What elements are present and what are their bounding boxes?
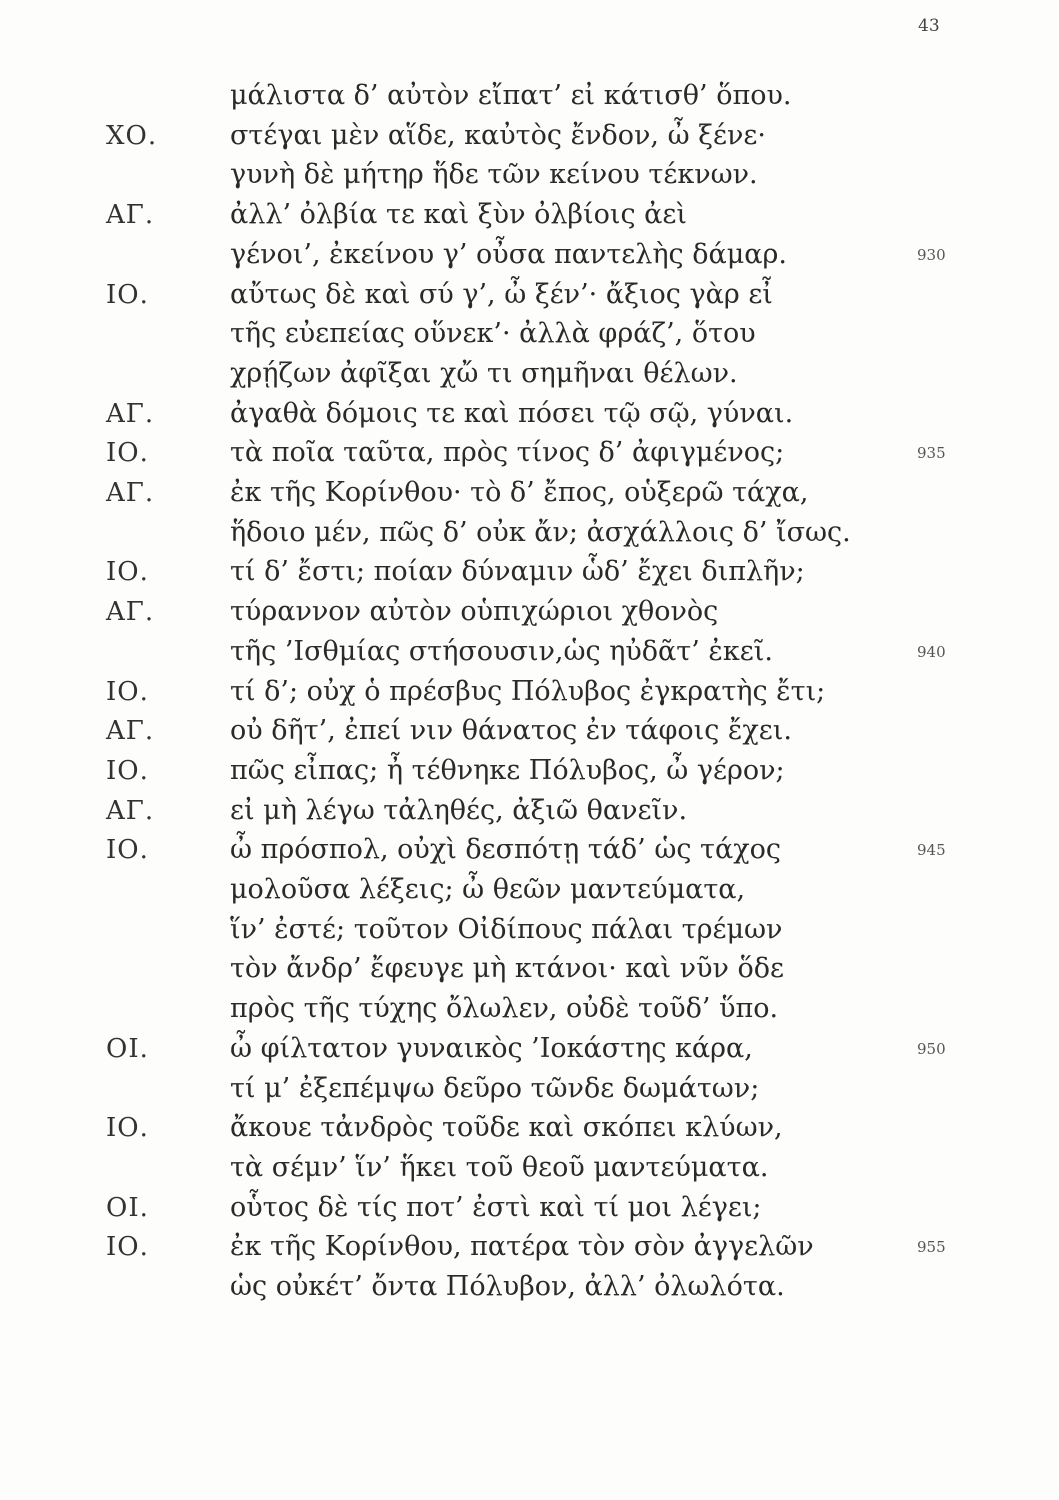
speaker-label: ΙΟ. [106,1113,149,1144]
verse-text: τὰ ποῖα ταῦτα, πρὸς τίνος δ’ ἀφιγμένος; [230,437,785,469]
speaker-label: ΙΟ. [106,835,149,866]
verse-line [0,195,1059,235]
speaker-label: ΙΟ. [106,557,149,588]
speaker-label: ΙΟ. [106,676,149,707]
speaker-label: ΙΟ. [106,755,149,786]
speaker-label: ΙΟ. [106,1232,149,1263]
verse-line [0,592,1059,632]
verse-line [0,711,1059,751]
verse-line [0,1108,1059,1148]
verse-text: ἐκ τῆς Κορίνθου, πατέρα τὸν σὸν ἀγγελῶν [230,1231,814,1263]
verse-line [0,433,1059,473]
verse-line [0,394,1059,434]
line-number: 930 [917,245,946,264]
verse-text: τῆς ’Ισθμίας στήσουσιν,ὡς ηὐδᾶτ’ ἐκεῖ. [230,635,773,667]
verse-text: ἀγαθὰ δόμοις τε καὶ πόσει τῷ σῷ, γύναι. [230,397,794,429]
verse-text: ἄκουε τἀνδρὸς τοῦδε καὶ σκόπει κλύων, [230,1112,783,1144]
verse-text: ὦ φίλτατον γυναικὸς ’Ιοκάστης κάρα, [230,1032,753,1064]
verse-line [0,1267,1059,1307]
verse-text: τί δ’ ἔστι; ποίαν δύναμιν ὧδ’ ἔχει διπλῆν; [230,556,805,588]
verse-text: πῶς εἶπας; ἦ τέθνηκε Πόλυβος, ὦ γέρον; [230,754,785,786]
verse-line [0,1069,1059,1109]
speaker-label: ΙΟ. [106,279,149,310]
verse-text: οὗτος δὲ τίς ποτ’ ἐστὶ καὶ τί μοι λέγει; [230,1191,762,1223]
verse-text: τῆς εὐεπείας οὕνεκ’· ἀλλὰ φράζ’, ὅτου [230,318,756,350]
verse-line [0,672,1059,712]
verse-line [0,552,1059,592]
verse-line [0,314,1059,354]
verse-text: τί δ’; οὐχ ὁ πρέσβυς Πόλυβος ἐγκρατὴς ἔτι; [230,675,826,707]
line-number: 950 [917,1039,946,1058]
verse-line [0,473,1059,513]
verse-line [0,116,1059,156]
verse-text: τὸν ἄνδρ’ ἔφευγε μὴ κτάνοι· καὶ νῦν ὅδε [230,953,785,985]
verse-text: χρῄζων ἀφῖξαι χὤ τι σημῆναι θέλων. [230,357,738,389]
line-number: 940 [917,642,946,661]
speaker-label: ΙΟ. [106,438,149,469]
speaker-label: ΑΓ. [106,200,155,231]
speaker-label: ΑΓ. [106,478,155,508]
speaker-label: ΟΙ. [106,1033,149,1064]
verse-line [0,1188,1059,1228]
verse-text: γυνὴ δὲ μήτηρ ἥδε τῶν κείνου τέκνων. [230,159,758,191]
speaker-label: ΑΓ. [106,716,155,747]
verse-text: ἐκ τῆς Κορίνθου· τὸ δ’ ἔπος, οὑξερῶ τάχα, [230,477,809,508]
page-number: 43 [918,16,940,36]
verse-line [0,870,1059,910]
verse-line [0,791,1059,831]
verse-line [0,1029,1059,1069]
speaker-label: ΑΓ. [106,398,155,429]
line-number: 945 [917,841,946,860]
verse-text: οὐ δῆτ’, ἐπεί νιν θάνατος ἐν τάφοις ἔχει. [230,715,792,747]
verse-text: μάλιστα δ’ αὐτὸν εἴπατ’ εἰ κάτισθ’ ὅπου. [230,80,792,111]
verse-line [0,513,1059,553]
verse-text: εἰ μὴ λέγω τἀληθές, ἀξιῶ θανεῖν. [230,794,688,826]
verse-text: μολοῦσα λέξεις; ὦ θεῶν μαντεύματα, [230,874,746,905]
speaker-label: ΟΙ. [106,1192,149,1223]
verse-text: ὦ πρόσπολ, οὐχὶ δεσπότῃ τάδ’ ὡς τάχος [230,834,781,866]
verse-text: τύραννον αὐτὸν οὑπιχώριοι χθονὸς [230,596,719,628]
verse-text: ἥδοιο μέν, πῶς δ’ οὐκ ἄν; ἀσχάλλοις δ’ ἴσως. [230,516,851,548]
verse-text: στέγαι μὲν αἵδε, καὐτὸς ἔνδον, ὦ ξένε· [230,119,767,151]
verse-line [0,235,1059,275]
verse-text: αὔτως δὲ καὶ σύ γ’, ὦ ξέν’· ἄξιος γὰρ εἶ [230,278,773,310]
verse-line [0,751,1059,791]
verse-line [0,632,1059,672]
speaker-label: ΑΓ. [106,597,155,628]
verse-text: τί μ’ ἐξεπέμψω δεῦρο τῶνδε δωμάτων; [230,1072,760,1104]
verse-line [0,354,1059,394]
verse-line [0,1148,1059,1188]
verse-text: ἵν’ ἐστέ; τοῦτον Οἰδίπους πάλαι τρέμων [230,913,783,945]
verse-line [0,910,1059,950]
verse-line [0,1227,1059,1267]
verse-line [0,989,1059,1029]
verse-text: ἀλλ’ ὀλβία τε καὶ ξὺν ὀλβίοις ἀεὶ [230,199,687,231]
speaker-label: ΧΟ. [106,120,158,151]
line-number: 935 [917,444,946,463]
verse-text: τὰ σέμν’ ἵν’ ἥκει τοῦ θεοῦ μαντεύματα. [230,1151,769,1183]
verse-line [0,830,1059,870]
verse-text: ὡς οὐκέτ’ ὄντα Πόλυβον, ἀλλ’ ὀλωλότα. [230,1271,785,1302]
verse-line [0,949,1059,989]
verse-text: γένοι’, ἐκείνου γ’ οὖσα παντελὴς δάμαρ. [230,238,787,270]
verse-line [0,155,1059,195]
speaker-label: ΑΓ. [106,795,155,826]
line-number: 955 [917,1238,946,1257]
verse-line [0,76,1059,116]
verse-text: πρὸς τῆς τύχης ὄλωλεν, οὐδὲ τοῦδ’ ὕπο. [230,993,779,1025]
verse-line [0,275,1059,315]
